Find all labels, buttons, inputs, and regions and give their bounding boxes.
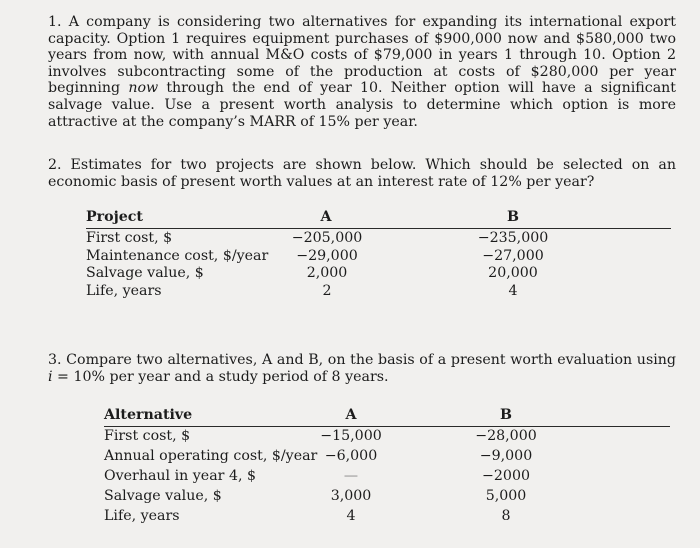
problem-2 [48,157,676,190]
problem-3 [48,352,676,385]
table-cell: 2 [322,282,332,299]
table-cell: 4 [508,282,518,299]
alternative-table [104,407,674,527]
table-cell: 20,000 [488,265,538,281]
table-row-label: First cost, $ [86,230,173,246]
table-cell: −9,000 [479,448,533,464]
table-cell: −28,000 [475,428,537,444]
table-header-a: A [345,407,357,423]
table-row-label: Salvage value, $ [86,265,204,281]
table-cell: 8 [501,508,511,524]
table-cell: 5,000 [485,488,527,504]
problem-1 [48,14,676,130]
project-table [86,209,674,309]
problem-3-text: 3. Compare two alternatives, A and B, on the basis of a present worth evaluation using i = 10% per year and a study period of 8 years. [48,352,676,385]
table-row-label: Salvage value, $ [104,488,222,504]
table-cell: −205,000 [291,230,363,246]
problem-1-text: 1. A company is considering two alternatives for expanding its international export capacity. Option 1 requires equipment purchases of $900,000 now and $580,000 two years from now, with annual M&O costs of $79,000 in years 1 through 10. Option 2 involves subcontracting some of the production at costs of $280,000 per year beginning now through the end of year 10. Neither option will have a significant salvage value. Use a present worth analysis to determine which option is more attractive at the company’s MARR of 15% per year. [48,14,677,130]
table-cell: 2,000 [306,265,348,281]
table-row-label: Life, years [86,282,162,299]
problem-2-text: 2. Estimates for two projects are shown below. Which should be selected on an economic basis of present worth values at an interest rate of 12% per year? [48,157,676,190]
table-row-label: First cost, $ [104,428,191,444]
table-row-label: Annual operating cost, $/year [104,448,318,464]
table-rule [86,228,671,229]
table-row-label: Life, years [104,508,180,524]
table-cell: −29,000 [296,247,358,264]
table-header-a: A [320,209,332,225]
table-header-b: B [507,209,519,225]
table-row-label: Overhaul in year 4, $ [104,468,257,484]
table-cell: 4 [346,508,356,524]
table-row-label: Maintenance cost, $/year [86,247,269,264]
table-cell: −6,000 [324,448,378,464]
table-cell: −15,000 [320,428,382,444]
table-cell: — [343,468,359,484]
table-header-label: Project [86,209,143,225]
table-header-b: B [500,407,512,423]
table-header-label: Alternative [104,407,193,423]
table-rule [104,426,670,427]
table-cell: −2000 [482,468,530,484]
table-cell: −235,000 [477,230,549,246]
table-cell: 3,000 [330,488,372,504]
table-cell: −27,000 [482,247,544,264]
